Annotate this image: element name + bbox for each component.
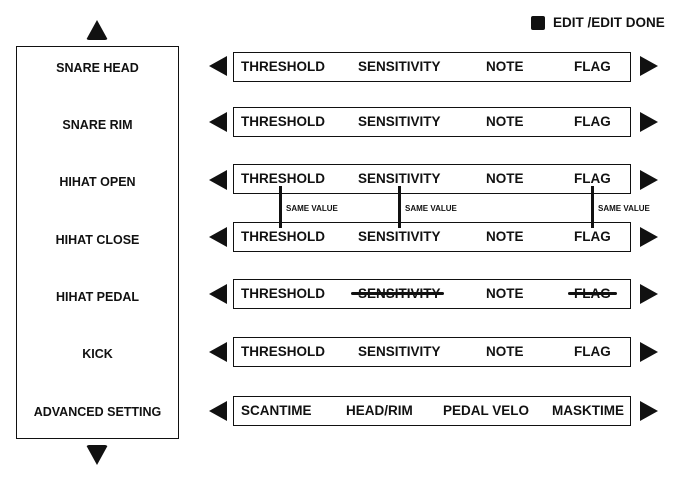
row-prev-arrow-icon[interactable] [209, 342, 227, 362]
row-next-arrow-icon[interactable] [640, 112, 658, 132]
param-note[interactable]: NOTE [486, 59, 524, 74]
menu-item-kick[interactable]: KICK [82, 347, 113, 361]
same-value-note: SAME VALUE [405, 204, 457, 213]
menu-item-hihat-open[interactable]: HIHAT OPEN [59, 175, 136, 189]
param-flag[interactable]: FLAG [574, 171, 611, 186]
menu-item-snare-head[interactable]: SNARE HEAD [56, 61, 139, 75]
param-threshold[interactable]: THRESHOLD [241, 344, 325, 359]
param-sensitivity[interactable]: SENSITIVITY [358, 171, 441, 186]
menu-item-advanced-setting[interactable]: ADVANCED SETTING [33, 405, 162, 419]
row-next-arrow-icon[interactable] [640, 56, 658, 76]
row-prev-arrow-icon[interactable] [209, 112, 227, 132]
param-box-hihat-open [233, 164, 631, 194]
param-threshold[interactable]: THRESHOLD [241, 229, 325, 244]
row-next-arrow-icon[interactable] [640, 401, 658, 421]
param-flag[interactable]: FLAG [574, 344, 611, 359]
param-box-snare-rim [233, 107, 631, 137]
param-flag[interactable]: FLAG [574, 114, 611, 129]
param-threshold[interactable]: THRESHOLD [241, 171, 325, 186]
param-box-kick [233, 337, 631, 367]
param-flag[interactable]: FLAG [574, 59, 611, 74]
row-next-arrow-icon[interactable] [640, 284, 658, 304]
param-threshold[interactable]: THRESHOLD [241, 286, 325, 301]
param-pedal-velo[interactable]: PEDAL VELO [443, 403, 530, 418]
param-head-rim[interactable]: HEAD/RIM [346, 403, 413, 418]
edit-toggle-button-icon[interactable] [531, 16, 545, 30]
row-prev-arrow-icon[interactable] [209, 56, 227, 76]
param-note[interactable]: NOTE [486, 286, 524, 301]
param-box-advanced-setting [233, 396, 631, 426]
param-masktime[interactable]: MASKTIME [552, 403, 624, 418]
same-value-note: SAME VALUE [286, 204, 338, 213]
param-box-hihat-close [233, 222, 631, 252]
row-prev-arrow-icon[interactable] [209, 284, 227, 304]
param-note[interactable]: NOTE [486, 344, 524, 359]
param-box-hihat-pedal [233, 279, 631, 309]
param-note[interactable]: NOTE [486, 171, 524, 186]
param-sensitivity[interactable]: SENSITIVITY [358, 229, 441, 244]
row-next-arrow-icon[interactable] [640, 227, 658, 247]
param-scantime[interactable]: SCANTIME [241, 403, 312, 418]
menu-item-hihat-pedal[interactable]: HIHAT PEDAL [55, 290, 140, 304]
row-prev-arrow-icon[interactable] [209, 401, 227, 421]
row-prev-arrow-icon[interactable] [209, 227, 227, 247]
menu-item-hihat-close[interactable]: HIHAT CLOSE [55, 233, 140, 247]
param-threshold[interactable]: THRESHOLD [241, 59, 325, 74]
pad-menu-panel [16, 46, 179, 439]
strikethrough-sensitivity [351, 292, 444, 295]
param-sensitivity[interactable]: SENSITIVITY [358, 59, 441, 74]
param-note[interactable]: NOTE [486, 114, 524, 129]
menu-item-snare-rim[interactable]: SNARE RIM [62, 118, 133, 132]
same-value-note: SAME VALUE [598, 204, 650, 213]
param-box-snare-head [233, 52, 631, 82]
row-prev-arrow-icon[interactable] [209, 170, 227, 190]
param-flag[interactable]: FLAG [574, 229, 611, 244]
scroll-down-arrow-icon[interactable] [86, 445, 108, 465]
param-sensitivity[interactable]: SENSITIVITY [358, 114, 441, 129]
row-next-arrow-icon[interactable] [640, 342, 658, 362]
strikethrough-flag [568, 292, 617, 295]
scroll-up-arrow-icon[interactable] [86, 20, 108, 40]
param-note[interactable]: NOTE [486, 229, 524, 244]
row-next-arrow-icon[interactable] [640, 170, 658, 190]
param-threshold[interactable]: THRESHOLD [241, 114, 325, 129]
param-sensitivity[interactable]: SENSITIVITY [358, 344, 441, 359]
edit-toggle-label: EDIT /EDIT DONE [553, 15, 665, 30]
